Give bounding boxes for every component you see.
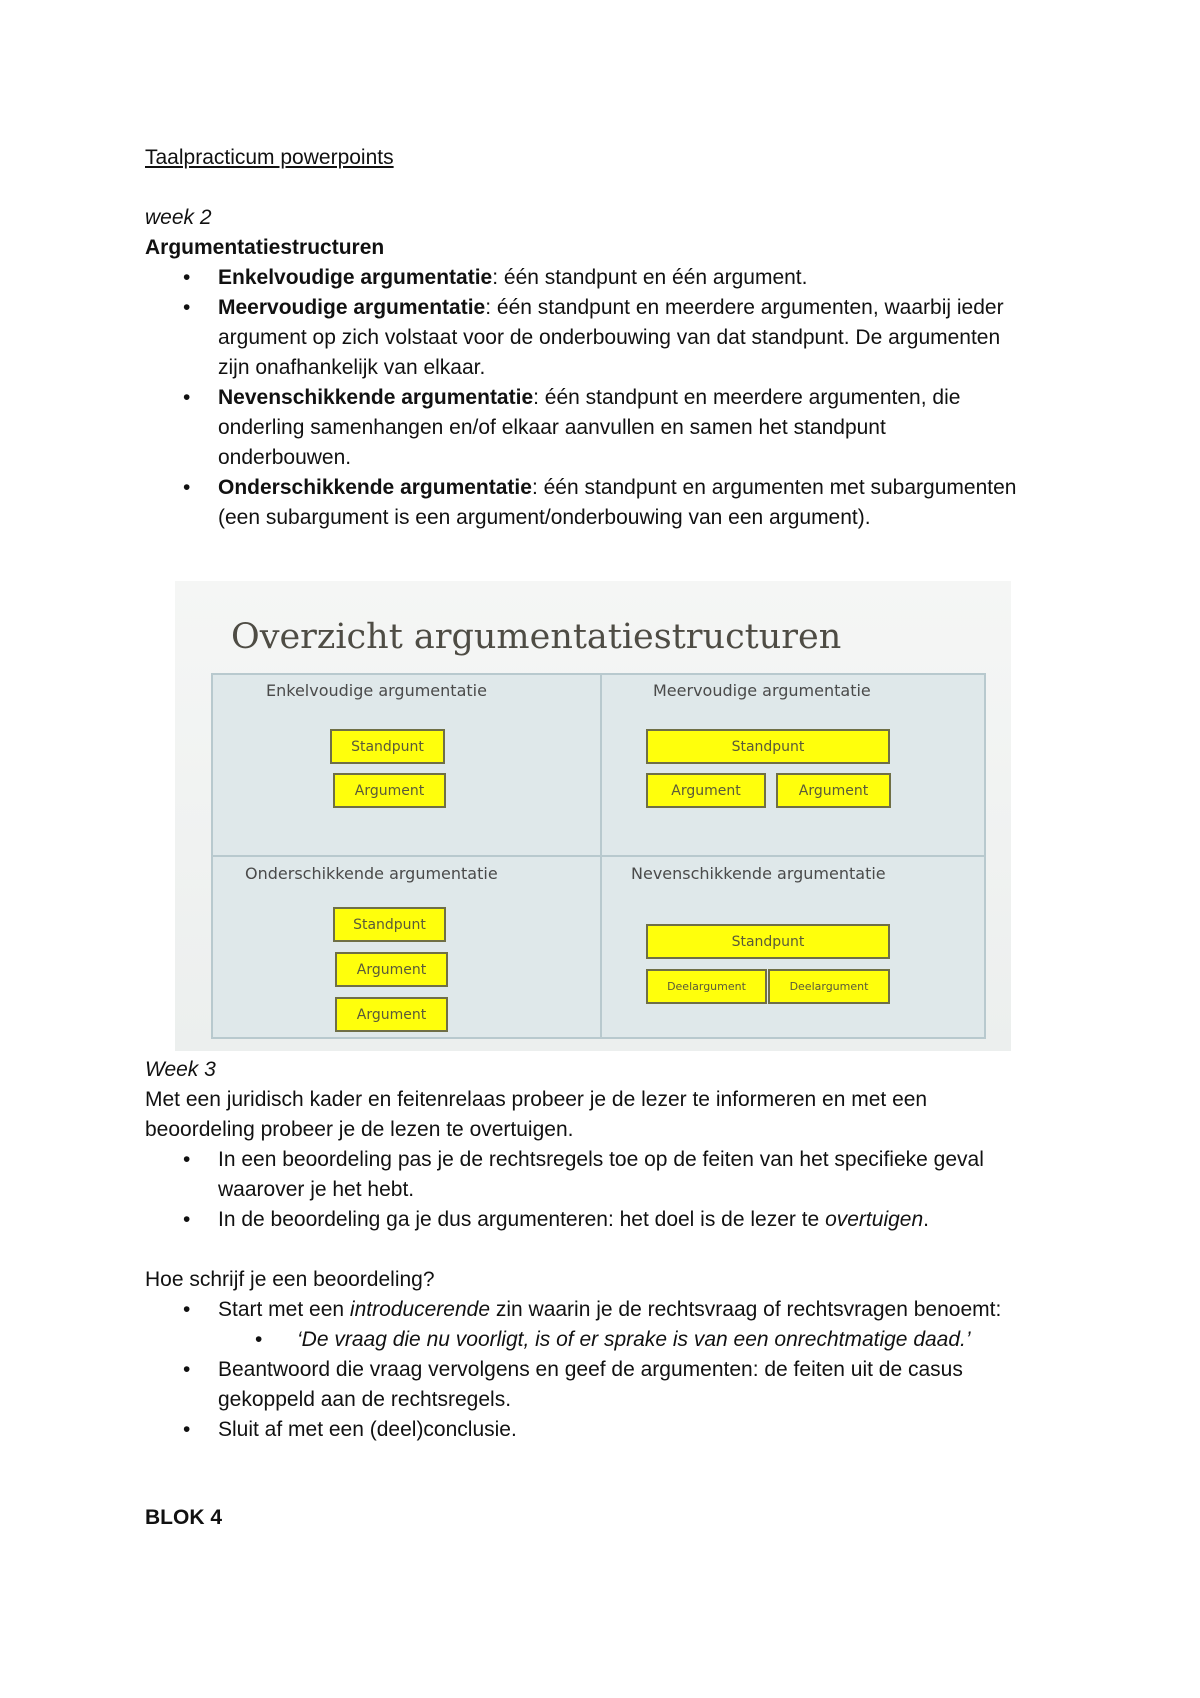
section-heading: Argumentatiestructuren: [145, 236, 385, 259]
standpunt-box: Standpunt: [646, 729, 890, 764]
quadrant-label: Nevenschikkende argumentatie: [631, 864, 886, 883]
deelargument-box: Deelargument: [646, 969, 767, 1004]
list-item: • Sluit af met een (deel)conclusie.: [145, 1415, 1001, 1445]
deelargument-box: Deelargument: [768, 969, 890, 1004]
list-item: • In een beoordeling pas je de rechtsregels toe op de feiten van het specifieke geval waarover je het hebt.: [145, 1145, 984, 1205]
quadrant-label: Meervoudige argumentatie: [653, 681, 871, 700]
argument-box: Argument: [646, 773, 766, 808]
argument-box: Argument: [335, 952, 448, 987]
argument-box: Argument: [333, 773, 446, 808]
paragraph-line: Met een juridisch kader en feitenrelaas probeer je de lezer te informeren en met een: [145, 1088, 928, 1111]
list-item: • Nevenschikkende argumentatie: één standpunt en meerdere argumenten, die onderling samenhangen en/of elkaar aanvullen en samen het standpunt onderbouwen.: [145, 383, 1016, 473]
list-item: • Enkelvoudige argumentatie: één standpunt en één argument.: [145, 263, 1016, 293]
standpunt-box: Standpunt: [646, 924, 890, 959]
sub-list-item: • ‘De vraag die nu voorligt, is of er sprake is van een onrechtmatige daad.’: [145, 1325, 1001, 1355]
assessment-list: [145, 1145, 984, 1235]
slide-image: [175, 581, 1011, 1051]
structure-grid: [211, 673, 986, 1039]
blok-heading: BLOK 4: [145, 1506, 223, 1529]
list-item: • Start met een introducerende zin waarin je de rechtsvraag of rechtsvragen benoemt:: [145, 1295, 1001, 1325]
quadrant-label: Enkelvoudige argumentatie: [266, 681, 487, 700]
list-item: • In de beoordeling ga je dus argumenteren: het doel is de lezer te overtuigen.: [145, 1205, 984, 1235]
howto-list: [145, 1295, 1001, 1445]
question-line: Hoe schrijf je een beoordeling?: [145, 1268, 435, 1291]
paragraph-line: beoordeling probeer je de lezen te overtuigen.: [145, 1118, 574, 1141]
grid-divider: [213, 855, 984, 857]
standpunt-box: Standpunt: [333, 907, 446, 942]
argumentation-list: [145, 263, 1016, 533]
slide-title: Overzicht argumentatiestructuren: [231, 617, 842, 657]
argument-box: Argument: [776, 773, 891, 808]
list-item: • Beantwoord die vraag vervolgens en geef de argumenten: de feiten uit de casus gekoppeld aan de rechtsregels.: [145, 1355, 1001, 1415]
week3-label: Week 3: [145, 1058, 216, 1081]
argument-box: Argument: [335, 997, 448, 1032]
list-item: • Meervoudige argumentatie: één standpunt en meerdere argumenten, waarbij ieder argument op zich volstaat voor de onderbouwing van dat standpunt. De argumenten zijn onafhankelijk van elkaar.: [145, 293, 1016, 383]
week2-label: week 2: [145, 206, 212, 229]
standpunt-box: Standpunt: [330, 729, 445, 764]
document-title: Taalpracticum powerpoints: [145, 146, 394, 169]
list-item: • Onderschikkende argumentatie: één standpunt en argumenten met subargumenten (een subargument is een argument/onderbouwing van een argument).: [145, 473, 1016, 533]
quadrant-label: Onderschikkende argumentatie: [245, 864, 498, 883]
